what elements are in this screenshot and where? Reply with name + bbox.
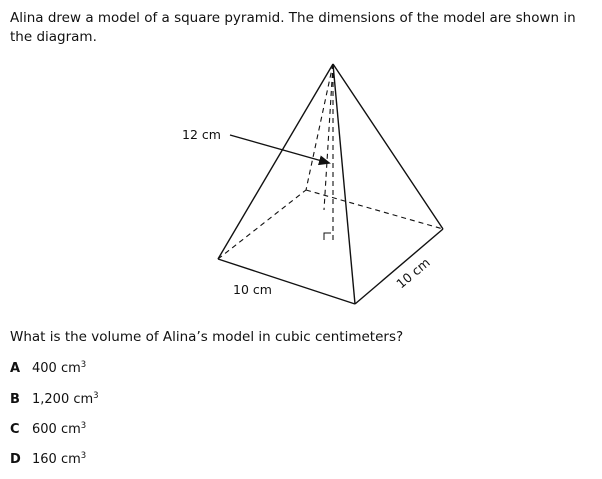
base-side-label: 10 cm <box>393 254 433 292</box>
slant-height-label: 12 cm <box>182 127 221 142</box>
choice-value: 1,200 <box>32 392 70 407</box>
choice-value: 160 <box>32 452 57 467</box>
choice-exponent: 3 <box>80 421 87 431</box>
answer-choice-c[interactable] <box>10 422 86 438</box>
answer-choice-b[interactable] <box>10 392 99 408</box>
hidden-base-left-edge <box>218 190 306 259</box>
choice-letter: B <box>10 392 20 407</box>
choice-unit: cm <box>60 452 81 467</box>
choice-exponent: 3 <box>80 451 87 461</box>
slant-height-arrow <box>230 135 329 163</box>
front-lateral-edge <box>333 64 355 304</box>
base-front-label: 10 cm <box>233 282 272 297</box>
choice-letter: A <box>10 361 21 376</box>
hidden-base-back-edge <box>306 190 443 229</box>
right-angle-marker <box>324 233 331 240</box>
right-lateral-edge <box>333 64 443 229</box>
choice-unit: cm <box>60 422 81 437</box>
question-text: What is the volume of Alina’s model in cubic centimeters? <box>10 329 404 345</box>
choice-exponent: 3 <box>80 360 87 370</box>
answer-choice-d[interactable] <box>10 452 86 468</box>
problem-statement: Alina drew a model of a square pyramid. The dimensions of the model are shown in the diagram. <box>10 10 576 45</box>
choice-value: 600 <box>32 422 57 437</box>
choice-value: 400 <box>32 361 57 376</box>
choice-letter: D <box>10 452 21 467</box>
choice-unit: cm <box>73 392 94 407</box>
choice-unit: cm <box>60 361 81 376</box>
answer-choice-a[interactable] <box>10 361 86 377</box>
front-left-lateral-edge <box>218 64 333 259</box>
choice-letter: C <box>10 422 20 437</box>
hidden-edges <box>218 64 443 259</box>
choice-exponent: 3 <box>93 391 99 401</box>
